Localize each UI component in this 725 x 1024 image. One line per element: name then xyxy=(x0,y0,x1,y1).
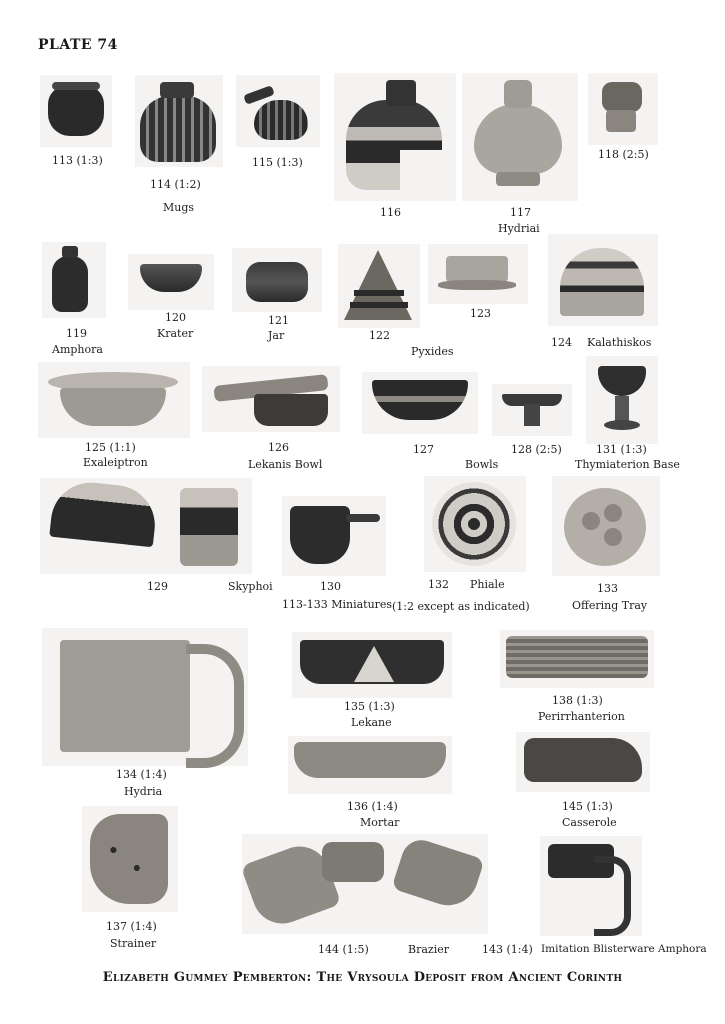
label-145: 145 (1:3) xyxy=(562,800,613,813)
label-114: 114 (1:2) xyxy=(150,178,201,191)
label-hydria: Hydria xyxy=(124,785,163,798)
label-116: 116 xyxy=(380,206,401,219)
label-121: 121 xyxy=(268,314,289,327)
label-jar: Jar xyxy=(268,329,285,342)
label-144: 144 (1:5) xyxy=(318,943,369,956)
label-mugs: Mugs xyxy=(163,201,195,214)
label-123: 123 xyxy=(470,307,491,320)
label-130: 130 xyxy=(320,580,341,593)
label-128: 128 (2:5) xyxy=(511,443,562,456)
label-138: 138 (1:3) xyxy=(552,694,603,707)
label-136: 136 (1:4) xyxy=(347,800,398,813)
label-amphora: Amphora xyxy=(52,343,103,356)
label-115: 115 (1:3) xyxy=(252,156,303,169)
label-casserole: Casserole xyxy=(562,816,617,829)
label-skyphoi: Skyphoi xyxy=(228,580,273,593)
label-126: 126 xyxy=(268,441,289,454)
label-phiale: Phiale xyxy=(470,578,505,591)
label-117: 117 xyxy=(510,206,531,219)
label-124: 124 xyxy=(551,336,572,349)
label-131: 131 (1:3) xyxy=(596,443,647,456)
label-thymiaterion-base: Thymiaterion Base xyxy=(575,458,680,471)
label-143: 143 (1:4) xyxy=(482,943,533,956)
label-perirrhanterion: Perirrhanterion xyxy=(538,710,625,723)
label-125: 125 (1:1) xyxy=(85,441,136,454)
label-lekane: Lekane xyxy=(351,716,392,729)
plate-title: PLATE 74 xyxy=(38,37,118,53)
label-pyxides: Pyxides xyxy=(411,345,454,358)
label-bowls: Bowls xyxy=(465,458,499,471)
label-132: 132 xyxy=(428,578,449,591)
label-exaleiptron: Exaleiptron xyxy=(83,456,148,469)
label-122: 122 xyxy=(369,329,390,342)
label-133: 133 xyxy=(597,582,618,595)
label-strainer: Strainer xyxy=(110,937,157,950)
label-135: 135 (1:3) xyxy=(344,700,395,713)
label-129: 129 xyxy=(147,580,168,593)
label-scale-note: (1:2 except as indicated) xyxy=(392,600,530,613)
label-kalathiskos: Kalathiskos xyxy=(587,336,652,349)
label-hydriai: Hydriai xyxy=(498,222,540,235)
label-lekanis-bowl: Lekanis Bowl xyxy=(248,458,323,471)
label-113: 113 (1:3) xyxy=(52,154,103,167)
label-mortar: Mortar xyxy=(360,816,400,829)
label-imitation-amphora: Imitation Blisterware Amphora xyxy=(541,943,707,955)
label-134: 134 (1:4) xyxy=(116,768,167,781)
label-miniatures: 113-133 Miniatures xyxy=(282,598,393,611)
footer-citation: Elizabeth Gummey Pemberton: The Vrysoula Deposit from Ancient Corinth xyxy=(102,970,623,985)
label-137: 137 (1:4) xyxy=(106,920,157,933)
label-119: 119 xyxy=(66,327,87,340)
label-offering-tray: Offering Tray xyxy=(572,599,648,612)
label-127: 127 xyxy=(413,443,434,456)
label-118: 118 (2:5) xyxy=(598,148,649,161)
label-krater: Krater xyxy=(157,327,194,340)
label-120: 120 xyxy=(165,311,186,324)
label-brazier: Brazier xyxy=(408,943,449,956)
